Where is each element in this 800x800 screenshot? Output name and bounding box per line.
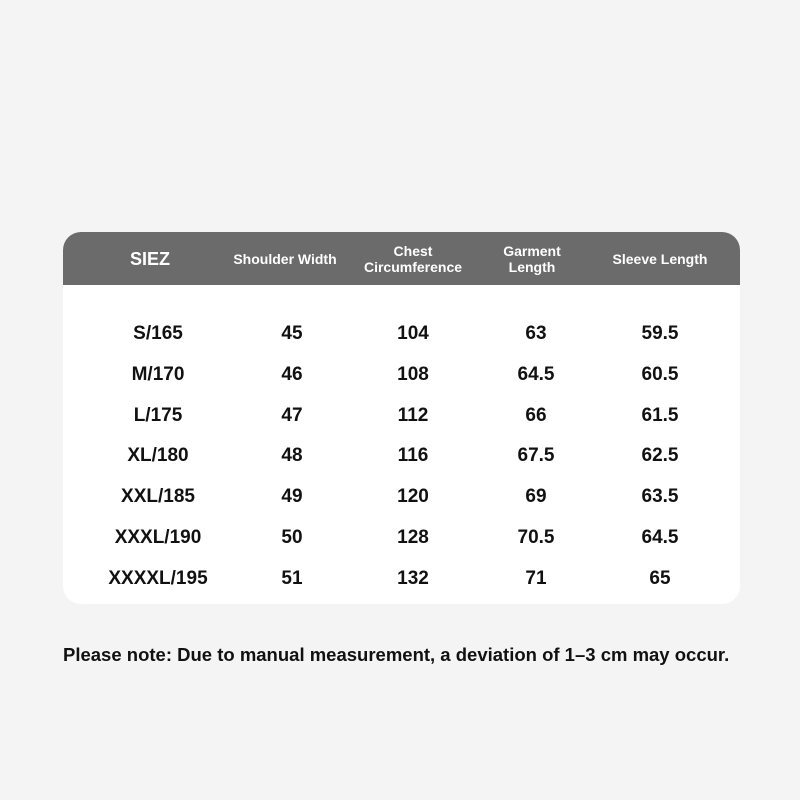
header-garment-length: Garment Length bbox=[503, 242, 561, 275]
cell-shoulder-width: 48 bbox=[281, 445, 303, 466]
cell-chest-circumference: 120 bbox=[397, 486, 429, 507]
cell-garment-length: 63 bbox=[525, 323, 547, 344]
table-row bbox=[63, 319, 740, 349]
cell-shoulder-width: 47 bbox=[281, 405, 303, 426]
cell-garment-length: 67.5 bbox=[517, 445, 555, 466]
cell-size: XXXXL/195 bbox=[108, 568, 208, 589]
cell-chest-circumference: 132 bbox=[397, 568, 429, 589]
cell-size: L/175 bbox=[133, 405, 183, 426]
cell-shoulder-width: 49 bbox=[281, 486, 303, 507]
cell-shoulder-width: 51 bbox=[281, 568, 303, 589]
cell-shoulder-width: 50 bbox=[281, 527, 303, 548]
cell-sleeve-length: 64.5 bbox=[641, 527, 679, 548]
table-row bbox=[63, 523, 740, 553]
cell-sleeve-length: 60.5 bbox=[641, 364, 679, 385]
table-header bbox=[63, 232, 740, 285]
cell-sleeve-length: 59.5 bbox=[641, 323, 679, 344]
table-row bbox=[63, 401, 740, 431]
cell-chest-circumference: 104 bbox=[397, 323, 429, 344]
measurement-note: Please note: Due to manual measurement, a deviation of 1–3 cm may occur. bbox=[63, 644, 730, 665]
cell-sleeve-length: 61.5 bbox=[641, 405, 679, 426]
cell-sleeve-length: 63.5 bbox=[641, 486, 679, 507]
cell-shoulder-width: 45 bbox=[281, 323, 303, 344]
cell-size: XXL/185 bbox=[121, 486, 195, 507]
table-row bbox=[63, 360, 740, 390]
cell-chest-circumference: 116 bbox=[397, 445, 429, 466]
cell-size: M/170 bbox=[131, 364, 185, 385]
cell-garment-length: 69 bbox=[525, 486, 547, 507]
table-row bbox=[63, 564, 740, 594]
cell-size: XXXL/190 bbox=[114, 527, 202, 548]
cell-size: XL/180 bbox=[127, 445, 189, 466]
cell-garment-length: 66 bbox=[525, 405, 547, 426]
header-size: SIEZ bbox=[129, 248, 170, 269]
cell-garment-length: 64.5 bbox=[517, 364, 555, 385]
header-chest-circumference: Chest Circumference bbox=[363, 242, 463, 275]
cell-sleeve-length: 62.5 bbox=[641, 445, 679, 466]
cell-size: S/165 bbox=[133, 323, 183, 344]
cell-chest-circumference: 112 bbox=[397, 405, 429, 426]
cell-sleeve-length: 65 bbox=[649, 568, 671, 589]
cell-garment-length: 70.5 bbox=[517, 527, 555, 548]
cell-chest-circumference: 108 bbox=[397, 364, 429, 385]
table-row bbox=[63, 482, 740, 512]
size-chart-table bbox=[63, 232, 740, 604]
table-row bbox=[63, 441, 740, 471]
header-sleeve-length: Sleeve Length bbox=[612, 250, 708, 267]
cell-chest-circumference: 128 bbox=[397, 527, 429, 548]
cell-garment-length: 71 bbox=[525, 568, 547, 589]
header-shoulder-width: Shoulder Width bbox=[233, 250, 337, 267]
cell-shoulder-width: 46 bbox=[281, 364, 303, 385]
